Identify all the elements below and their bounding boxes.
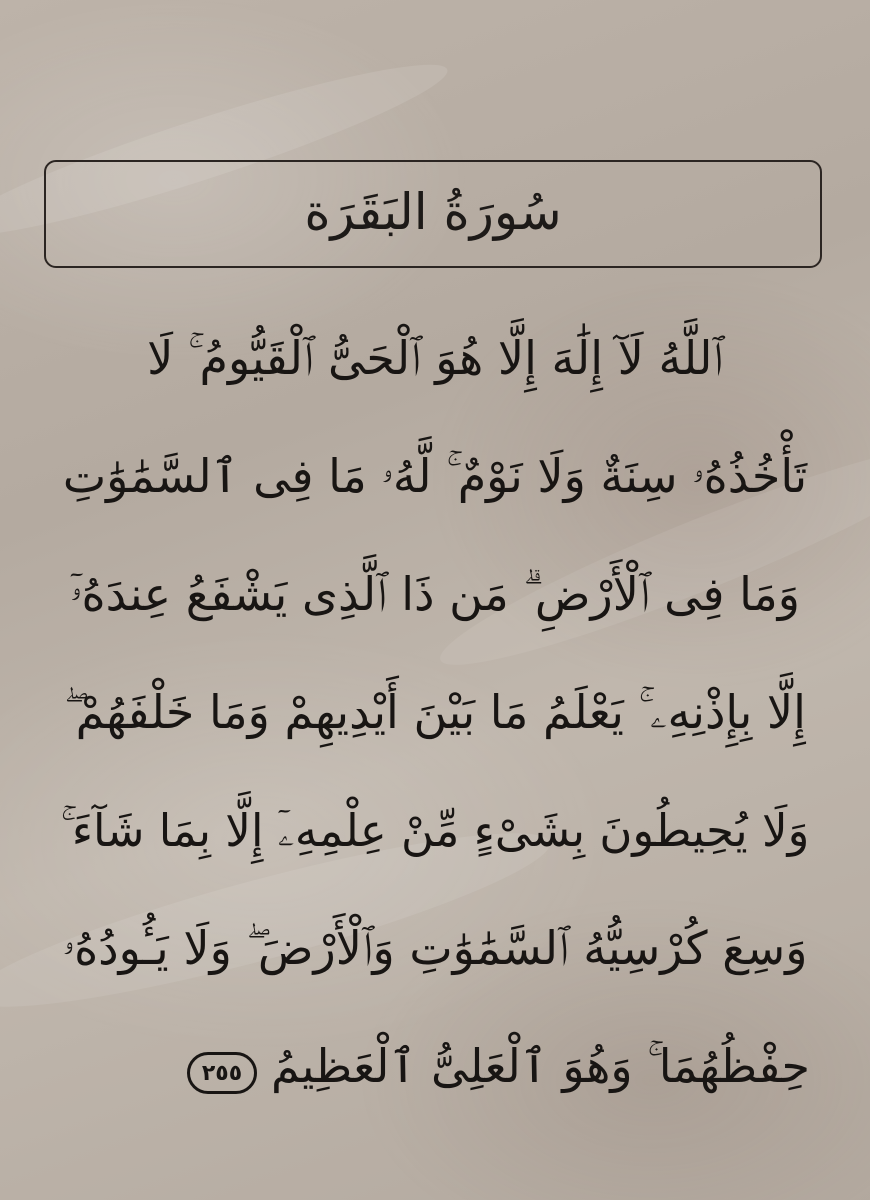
verse-line-last (60, 1008, 810, 1126)
surah-title-frame (44, 160, 822, 268)
verse-line: وَسِعَ كُرْسِيُّهُ ٱلسَّمَٰوَٰتِ وَٱلْأَرْضَ ۖ وَلَا يَـُٔودُهُۥ (62, 921, 808, 975)
ayah-number-marker: ٢٥٥ (187, 1052, 257, 1094)
verse-line: وَلَا يُحِيطُونَ بِشَىْءٍ مِّنْ عِلْمِهِۦٓ إِلَّا بِمَا شَآءَ ۚ (60, 804, 810, 857)
verse-line: ٱللَّهُ لَآ إِلَٰهَ إِلَّا هُوَ ٱلْحَىُّ ٱلْقَيُّومُ ۚ لَا (147, 331, 723, 385)
verse-text (60, 300, 810, 1126)
verse-line: حِفْظُهُمَا ۚ وَهُوَ ٱلْعَلِىُّ ٱلْعَظِيمُ (271, 1039, 810, 1093)
verse-line: إِلَّا بِإِذْنِهِۦ ۚ يَعْلَمُ مَا بَيْنَ أَيْدِيهِمْ وَمَا خَلْفَهُمْ ۖ (64, 685, 806, 739)
verse-line: وَمَا فِى ٱلْأَرْضِ ۗ مَن ذَا ٱلَّذِى يَشْفَعُ عِندَهُۥٓ (70, 567, 800, 621)
surah-title: سُورَةُ البَقَرَة (304, 183, 562, 241)
verse-line: تَأْخُذُهُۥ سِنَةٌ وَلَا نَوْمٌ ۚ لَّهُۥ مَا فِى ٱلسَّمَٰوَٰتِ (62, 449, 808, 503)
